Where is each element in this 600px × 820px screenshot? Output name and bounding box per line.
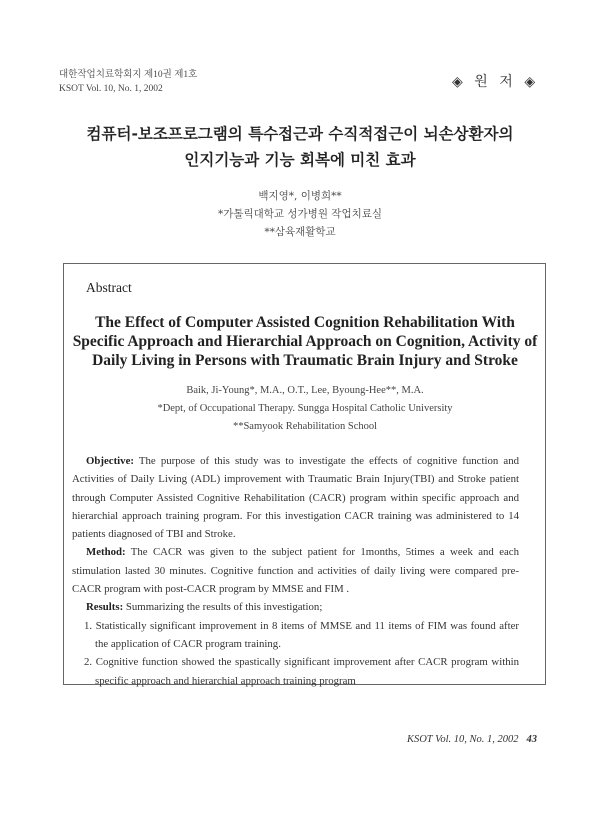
english-affiliation-2: **Samyook Rehabilitation School xyxy=(232,421,378,432)
abstract-heading: Abstract xyxy=(86,280,132,295)
english-title-line-2: Specific Approach and Hierarchial Approach on Cognition, Activity of xyxy=(72,333,538,350)
result-item-1: 1. Statistically significant improvement in 8 items of MMSE and 11 items of FIM was found after the application of CACR program training. xyxy=(84,619,519,650)
journal-name: 대한작업치료학회지 제10권 제1호 xyxy=(59,70,198,80)
method-paragraph xyxy=(72,543,519,598)
korean-authors xyxy=(0,187,600,241)
english-title-line-1: The Effect of Computer Assisted Cognition Rehabilitation With xyxy=(95,314,515,331)
korean-affiliation-1: *가톨릭대학교 성가병원 작업치료실 xyxy=(217,208,383,220)
page-number: 43 xyxy=(526,734,537,745)
method-label: Method: xyxy=(86,546,126,559)
footer-citation: KSOT Vol. 10, No. 1, 2002 xyxy=(406,734,519,745)
method-text: The CACR was given to the subject patient for 1months, 5times a week and each stimulation lasted 30 minutes. Cognitive function and activities of daily living were compared pre-CACR program with post-CACR program by MMSE and FIM . xyxy=(72,546,519,596)
korean-title xyxy=(0,121,600,173)
results-paragraph xyxy=(72,598,519,616)
korean-title-line-2: 인지기능과 기능 회복에 미친 효과 xyxy=(184,151,416,169)
article-type-badge: ◈ 원 저 ◈ xyxy=(452,75,540,90)
korean-affiliation-2: **삼육재활학교 xyxy=(264,226,336,238)
english-authors xyxy=(66,382,544,436)
english-affiliation-1: *Dept, of Occupational Therapy. Sungga Hospital Catholic University xyxy=(157,403,453,414)
objective-text: The purpose of this study was to investigate the effects of cognitive function and Activities of Daily Living (ADL) improvement with Traumatic Brain Injury(TBI) and Stroke patient through Computer Assisted Cognitive Rehabilitation (CACR) program within specific approach and hierarchial approach training program. For this investigation CACR training was administered to 14 patients diagnosed of TBI and Stroke. xyxy=(72,455,519,541)
korean-title-line-1: 컴퓨터-보조프로그램의 특수접근과 수직적접근이 뇌손상환자의 xyxy=(86,125,514,143)
results-label: Results: xyxy=(86,601,124,614)
page-footer xyxy=(407,734,537,745)
journal-header xyxy=(59,68,197,96)
english-title xyxy=(66,313,544,370)
results-text: Summarizing the results of this investigation; xyxy=(123,601,323,614)
objective-label: Objective: xyxy=(86,455,134,467)
english-title-line-3: Daily Living in Persons with Traumatic Brain Injury and Stroke xyxy=(92,352,518,369)
journal-citation: KSOT Vol. 10, No. 1, 2002 xyxy=(59,84,163,94)
korean-author-names: 백지영*, 이병희** xyxy=(258,190,342,202)
english-author-names: Baik, Ji-Young*, M.A., O.T., Lee, Byoung-Hee**, M.A. xyxy=(186,385,424,396)
abstract-body xyxy=(72,452,519,690)
result-item-2: 2. Cognitive function showed the spastically significant improvement after CACR program within specific approach and hierarchial approach training program xyxy=(84,656,519,687)
objective-paragraph xyxy=(72,452,519,543)
